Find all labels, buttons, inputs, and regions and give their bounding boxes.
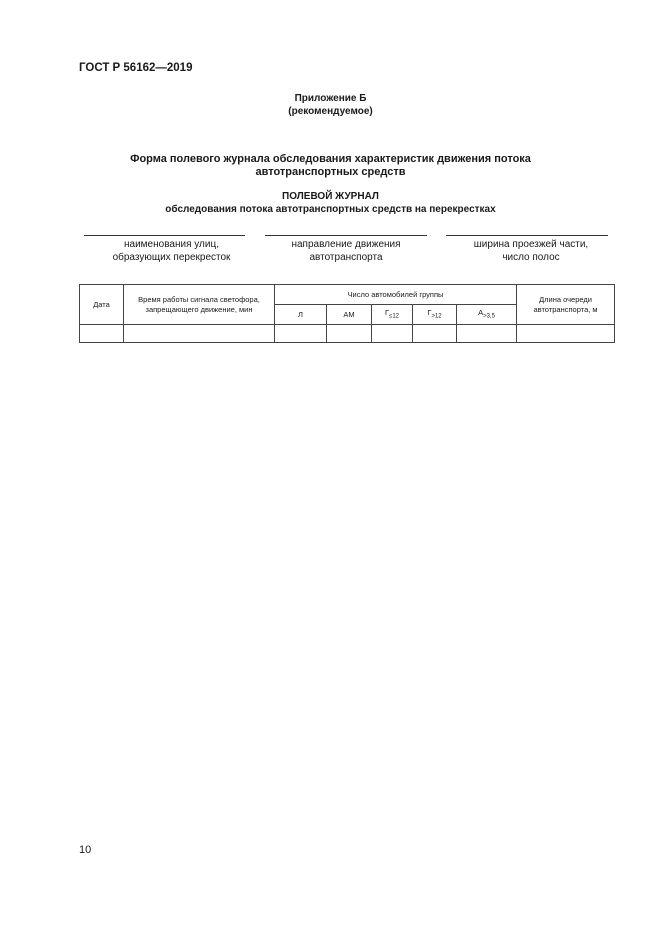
- fill-caption-width-line1: ширина проезжей части,: [473, 239, 589, 250]
- page-number: 10: [79, 844, 92, 856]
- form-title-line2: автотранспортных средств: [255, 166, 406, 178]
- col-queue-header: Длина очереди автотранспорта, м: [517, 285, 615, 325]
- col-g-gt12-letter: Г: [427, 307, 432, 317]
- fill-caption-streets: [84, 238, 259, 264]
- fill-caption-streets-line2: образующих перекресток: [112, 252, 231, 263]
- col-date-header: Дата: [80, 285, 124, 325]
- journal-heading: [0, 191, 661, 216]
- journal-title: ПОЛЕВОЙ ЖУРНАЛ: [282, 191, 379, 202]
- fill-caption-direction: [265, 238, 427, 264]
- table-row: [80, 325, 615, 343]
- col-g-le12-sub: ≤12: [389, 313, 400, 320]
- table-cell[interactable]: [80, 325, 124, 343]
- col-am-header: АМ: [327, 305, 372, 325]
- col-signal-header: Время работы сигнала светофора, запрещающего движение, мин: [124, 285, 275, 325]
- fill-caption-direction-line2: автотранспорта: [309, 252, 383, 263]
- col-g-gt12-header: [413, 305, 457, 325]
- col-a-letter: А: [478, 307, 484, 317]
- document-code: ГОСТ Р 56162—2019: [79, 62, 193, 74]
- table-cell[interactable]: [413, 325, 457, 343]
- table-cell[interactable]: [517, 325, 615, 343]
- col-g-gt12-sub: >12: [431, 313, 442, 320]
- table-header-row-1: [80, 285, 615, 305]
- fill-caption-width-line2: число полос: [502, 252, 560, 263]
- fill-caption-streets-line1: наименования улиц,: [124, 239, 219, 250]
- form-title: [0, 153, 661, 179]
- survey-table: [79, 284, 615, 343]
- col-g-le12-letter: Г: [384, 307, 390, 317]
- col-l-header: Л: [275, 305, 327, 325]
- table-cell[interactable]: [275, 325, 327, 343]
- form-title-line1: Форма полевого журнала обследования характеристик движения потока: [130, 153, 531, 165]
- table-cell[interactable]: [372, 325, 413, 343]
- appendix-title: Приложение Б: [294, 93, 367, 104]
- table-cell[interactable]: [327, 325, 372, 343]
- fill-caption-direction-line1: направление движения: [291, 239, 401, 250]
- fill-line-width: [446, 235, 608, 236]
- col-a-header: [457, 305, 517, 325]
- fill-line-direction: [265, 235, 427, 236]
- fill-caption-width: [446, 238, 616, 264]
- journal-subtitle: обследования потока автотранспортных средств на перекрестках: [165, 203, 496, 215]
- col-g-le12-header: [372, 305, 413, 325]
- table-cell[interactable]: [124, 325, 275, 343]
- fill-line-streets: [84, 235, 245, 236]
- col-a-sub: >3,5: [483, 313, 495, 320]
- appendix-heading: [0, 92, 661, 118]
- appendix-subtitle: (рекомендуемое): [288, 106, 373, 117]
- table-cell[interactable]: [457, 325, 517, 343]
- col-group-header: Число автомобилей группы: [275, 285, 517, 305]
